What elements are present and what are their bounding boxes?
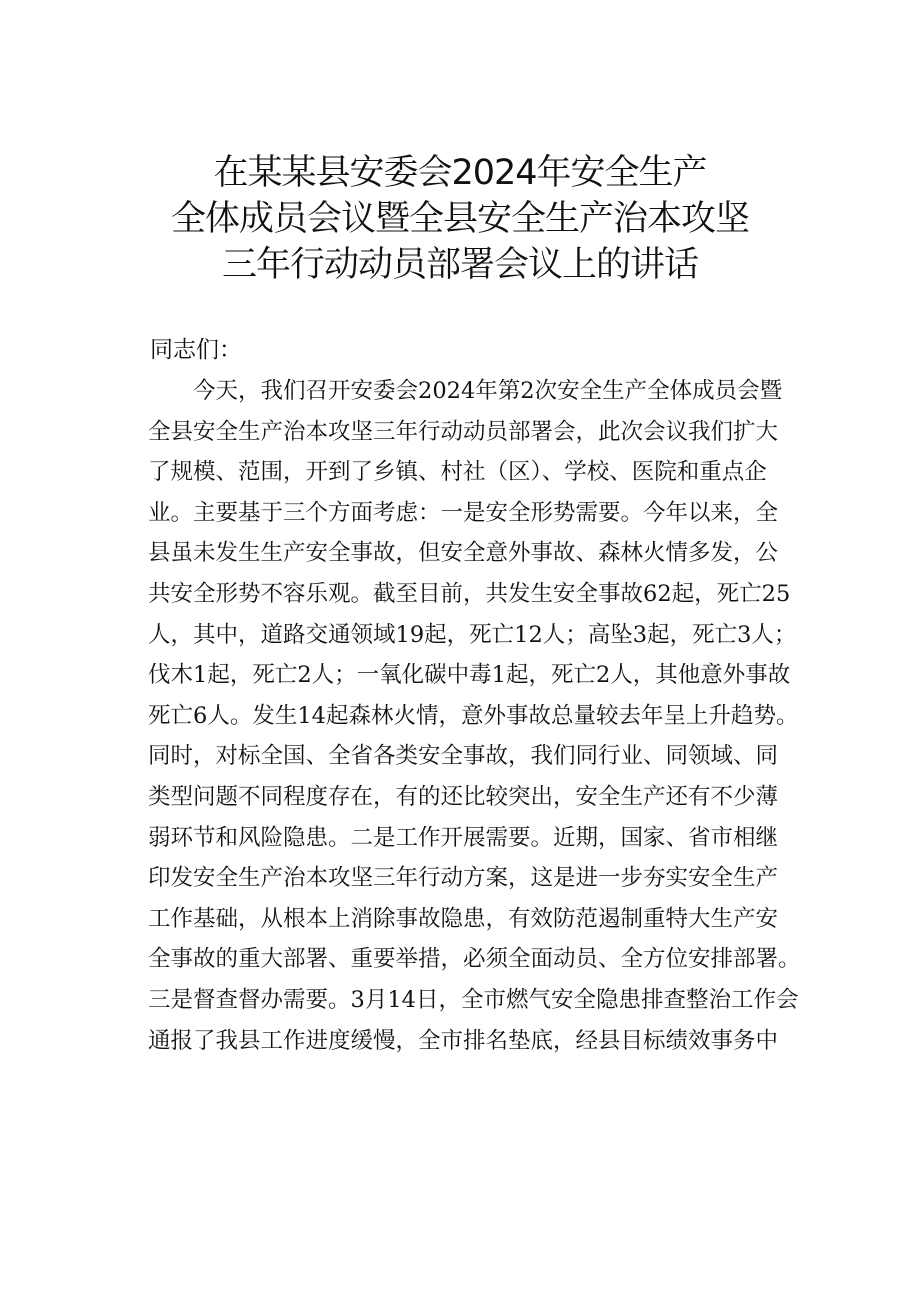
- body-line: 类型问题不同程度存在，有的还比较突出，安全生产还有不少薄: [148, 783, 779, 810]
- title-line-1: 在某某县安委会2024年安全生产: [213, 153, 707, 193]
- body-line: 了规模、范围，开到了乡镇、村社（区）、学校、医院和重点企: [148, 459, 767, 486]
- body-line: 弱环节和风险隐患。二是工作开展需要。近期，国家、省市相继: [148, 824, 779, 851]
- body-line: 伐木1起，死亡2人；一氧化碳中毒1起，死亡2人，其他意外事故: [148, 662, 791, 689]
- speech-body: [148, 371, 808, 1061]
- body-line: 业。主要基于三个方面考虑：一是安全形势需要。今年以来，全: [148, 499, 779, 526]
- body-line: 全县安全生产治本攻坚三年行动动员部署会，此次会议我们扩大: [148, 418, 779, 445]
- body-line: 印发安全生产治本攻坚三年行动方案，这是进一步夯实安全生产: [148, 865, 779, 892]
- body-line: 通报了我县工作进度缓慢，全市排名垫底，经县目标绩效事务中: [148, 1027, 779, 1054]
- body-line: 三是督查督办需要。3月14日，全市燃气安全隐患排查整治工作会: [148, 986, 799, 1013]
- body-line: 共安全形势不容乐观。截至目前，共发生安全事故62起，死亡25: [148, 580, 791, 607]
- title-line-3: 三年行动动员部署会议上的讲话: [221, 245, 698, 285]
- title-line-2: 全体成员会议暨全县安全生产治本攻坚: [170, 199, 749, 239]
- body-line: 人，其中，道路交通领域19起，死亡12人；高坠3起，死亡3人；: [148, 621, 797, 648]
- body-line: 死亡6人。发生14起森林火情，意外事故总量较去年呈上升趋势。: [148, 702, 799, 729]
- body-line: 工作基础，从根本上消除事故隐患，有效防范遏制重特大生产安: [148, 905, 779, 932]
- body-line: 今天，我们召开安委会2024年第2次安全生产全体成员会暨: [193, 378, 783, 404]
- body-line: 县虽未发生生产安全事故，但安全意外事故、森林火情多发，公: [148, 540, 779, 567]
- body-line: 同时，对标全国、全省各类安全事故，我们同行业、同领域、同: [148, 743, 779, 770]
- salutation: 同志们：: [150, 337, 242, 363]
- body-line: 全事故的重大部署、重要举措，必须全面动员、全方位安排部署。: [148, 946, 801, 973]
- document-title: [0, 150, 920, 288]
